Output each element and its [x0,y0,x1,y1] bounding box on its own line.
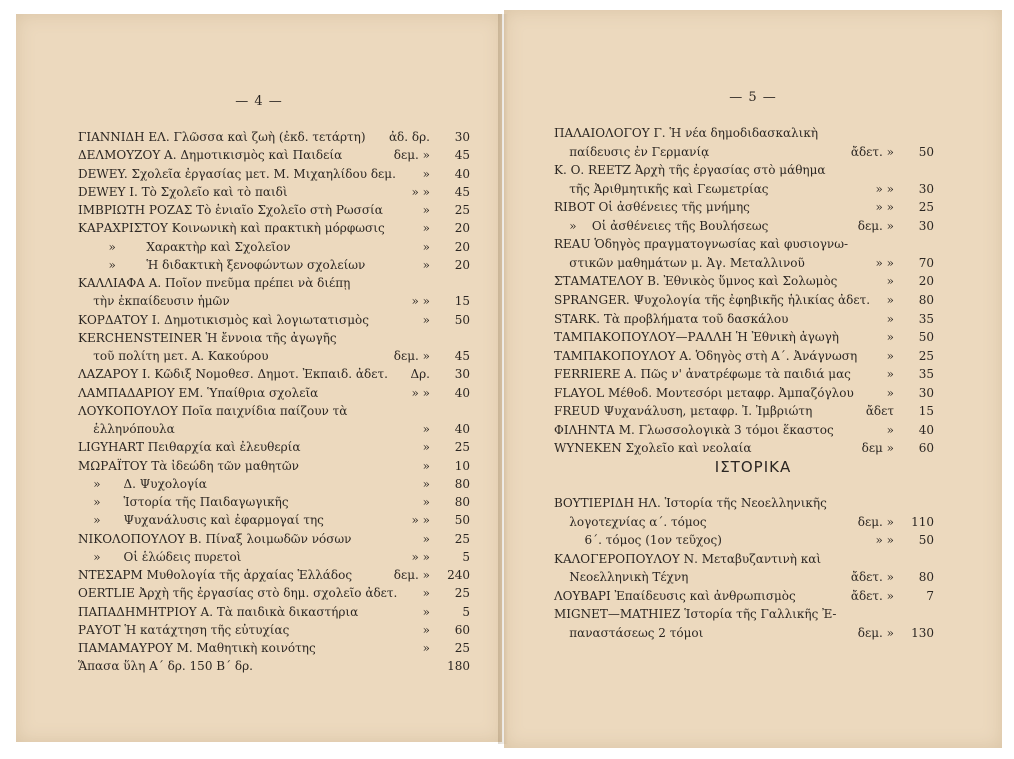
entry-price: 50 [918,144,934,159]
entry-binding-note: » [422,221,430,236]
catalog-entry [554,550,934,568]
catalog-entry [554,365,934,383]
entry-price: 40 [454,422,470,436]
entry-text: WYNEKEN Σχολεῖο καὶ νεολαία [554,441,752,456]
catalog-entry [554,402,934,420]
catalog-entry [554,513,934,531]
entry-price: 20 [918,274,934,289]
entry-binding-note: » [422,458,430,473]
entry-binding-note: ἀδ. δρ. [388,130,430,144]
entry-price: 50 [454,513,470,528]
catalog-entry [554,254,934,272]
entry-price: 70 [918,255,934,270]
catalog-entry [554,439,934,457]
catalog-entry [78,402,470,420]
entry-text: στικῶν μαθημάτων μ. Ἀγ. Μεταλλινοῦ [554,255,805,270]
entry-text: RIBOT Οἱ ἀσθένειες τῆς μνήμης [554,200,750,215]
entry-price: 30 [918,181,934,196]
entry-text: FREUD Ψυχανάλυση, μεταφρ. Ἰ. Ἰμβριώτη [554,404,813,419]
entry-binding-note: » [886,292,894,307]
entry-binding-note: » » [411,294,430,309]
entry-text: ΠΑΜΑΜΑΥΡΟΥ Μ. Μαθητικὴ κοινότης [78,641,316,655]
catalog-entry [78,420,470,438]
entry-text: ΝΙΚΟΛΟΠΟΥΛΟΥ Β. Πίναξ λοιμωδῶν νόσων [78,531,352,546]
entry-text: ΤΑΜΠΑΚΟΠΟΥΛΟΥ—ΡΑΛΛΗ Ἡ Ἐθνικὴ ἀγωγὴ [554,330,839,345]
entry-price: 50 [918,533,934,547]
entry-text: SPRANGER. Ψυχολογία τῆς ἐφηβικῆς ἡλικίας ἀδετ. [554,292,871,307]
entry-price: 240 [447,568,470,582]
entry-text: ΓΙΑΝΝΙΔΗ ΕΛ. Γλῶσσα καὶ ζωὴ (ἐκδ. τετάρτη) [78,130,366,144]
entry-price: 30 [454,130,470,144]
catalog-entry [78,128,470,146]
entry-price: 5 [462,604,470,619]
entry-text: STARK. Τὰ προβλήματα τοῦ δασκάλου [554,311,789,326]
entry-text: ΣΤΑΜΑΤΕΛΟΥ Β. Ἐθνικὸς ὕμνος καὶ Σολωμὸς [554,274,838,289]
catalog-entry [554,605,934,623]
catalog-entry [78,603,470,621]
entry-text: Ἅπασα ὕλη Α΄ δρ. 150 Β΄ δρ. [78,659,253,674]
entry-price: 50 [454,312,470,327]
entry-text: » Οἱ ἑλώδεις πυρετοὶ [78,549,242,564]
entry-text: Κ. Ο. REETZ Ἀρχὴ τῆς ἐργασίας στὸ μάθημα [554,163,826,178]
catalog-entry [554,531,934,549]
entry-price: 15 [918,404,934,419]
entry-binding-note: » » [875,255,894,270]
catalog-entry [78,584,470,602]
catalog-entry [78,457,470,475]
entry-binding-note: » [422,239,430,254]
entry-text: ΤΑΜΠΑΚΟΠΟΥΛΟΥ Α. Ὁδηγὸς στὴ Α΄. Ἀνάγνωση [554,348,858,363]
entry-text: ΠΑΛΑΙΟΛΟΓΟΥ Γ. Ἡ νέα δημοδιδασκαλικὴ [554,126,819,140]
catalog-entry [78,384,470,402]
entry-text: FERRIERE A. Πῶς ν' ἀνατρέφωμε τὰ παιδιά μας [554,367,851,382]
entry-price: 7 [926,588,934,603]
entry-price: 25 [454,531,470,546]
entry-text: » Ψυχανάλυσις καὶ ἐφαρμογαί της [78,513,324,528]
entry-text: ΛΑΜΠΑΔΑΡΙΟΥ ΕΜ. Ὑπαίθρια σχολεῖα [78,385,319,400]
entry-price: 5 [462,549,470,564]
entry-text: DEWEY I. Τὸ Σχολεῖο καὶ τὸ παιδὶ [78,184,288,199]
entry-binding-note: » [422,203,430,217]
catalog-entry [78,201,470,219]
entry-binding-note: ἄδετ. » [850,570,894,584]
entry-binding-note: δεμ. » [393,349,430,363]
entry-text: » Ἡ διδακτικὴ ξενοφώντων σχολείων [78,257,366,272]
entry-text: ΛΟΥΒΑΡΙ Ἐπαίδευσις καὶ ἀνθρωπισμὸς [554,588,796,603]
catalog-entry [554,328,934,346]
catalog-entry [78,311,470,329]
entry-text: 6΄. τόμος (1ον τεῦχος) [554,533,722,547]
entry-price: 20 [454,221,470,236]
catalog-entry [554,161,934,179]
entry-binding-note: δεμ. » [393,568,430,582]
entry-text: ΠΑΠΑΔΗΜΗΤΡΙΟΥ Α. Τὰ παιδικὰ δικαστήρια [78,604,359,619]
right-page [504,10,1002,748]
entry-binding-note: » [886,367,894,382]
entry-price: 40 [454,385,470,400]
catalog-entry [78,566,470,584]
page-number-right: — 5 — [729,90,777,105]
entry-binding-note: » [886,330,894,345]
entry-binding-note: δεμ » [861,441,894,456]
entry-text: LIGYHART Πειθαρχία καὶ ἐλευθερία [78,440,301,455]
entry-price: 30 [918,218,934,233]
entry-text: DEWEY. Σχολεῖα ἐργασίας μετ. Μ. Μιχαηλίδου δεμ. [78,166,396,181]
entry-text: Νεοελληνικὴ Τέχνη [554,570,689,584]
entry-price: 25 [454,440,470,455]
entry-binding-note: » [886,311,894,326]
catalog-entry [554,198,934,216]
catalog-entry [78,274,470,292]
catalog-entry [554,624,934,642]
entry-text: ΒΟΥΤΙΕΡΙΔΗ ΗΛ. Ἱστορία τῆς Νεοελληνικῆς [554,496,827,510]
entry-text: παίδευσις ἐν Γερμανίᾳ [554,144,710,159]
entry-price: 80 [454,495,470,509]
entry-price: 25 [454,586,470,601]
catalog-entry [78,365,470,383]
catalog-entry [554,180,934,198]
entry-binding-note: ἄδετ. » [850,588,894,603]
entry-text: » Δ. Ψυχολογία [78,476,207,491]
entry-text: παναστάσεως 2 τόμοι [554,625,704,640]
entry-binding-note: » [422,440,430,455]
entry-price: 25 [918,200,934,215]
catalog-entry [554,272,934,290]
entry-text: ἑλληνόπουλα [78,422,175,436]
entry-price: 15 [454,294,470,309]
entry-binding-note: » [422,422,430,436]
entry-binding-note: » [422,166,430,181]
entry-binding-note: δεμ. » [393,148,430,163]
entry-text: ΔΕΛΜΟΥΖΟΥ Α. Δημοτικισμὸς καὶ Παιδεία [78,148,343,163]
entry-binding-note: » [422,312,430,327]
entry-price: 25 [454,641,470,655]
entry-price: 25 [454,203,470,217]
entry-binding-note: » [886,385,894,400]
catalog-entry [78,347,470,365]
catalog-entry [78,329,470,347]
entry-price: 45 [454,349,470,363]
entry-price: 30 [918,385,934,400]
entry-price: 20 [454,239,470,254]
entry-text: τοῦ πολίτη μετ. Α. Κακούρου [78,349,269,363]
catalog-entry [78,183,470,201]
catalog-entry [78,621,470,639]
entry-binding-note: ἄδετ. » [850,144,894,159]
catalog-entry [554,310,934,328]
catalog-entry [78,256,470,274]
catalog-entry [554,143,934,161]
entry-text: λογοτεχνίας α΄. τόμος [554,514,707,529]
entry-text: » Ἱστορία τῆς Παιδαγωγικῆς [78,495,289,509]
section-heading-history: ΙΣΤΟΡΙΚΑ [714,458,792,476]
entry-text: ΙΜΒΡΙΩΤΗ ΡΟΖΑΣ Τὸ ἑνιαῖο Σχολεῖο στὴ Ρωσσία [78,203,383,217]
entry-price: 130 [911,625,934,640]
entry-text: ΡΑΥΟΤ Ἡ κατάχτηση τῆς εὐτυχίας [78,622,290,637]
entry-binding-note: » [422,495,430,509]
entry-binding-note: » [886,348,894,363]
page-fold [498,14,508,744]
entry-binding-note: » » [875,181,894,196]
entry-price: 80 [918,292,934,307]
entry-text: FLAYOL Μέθοδ. Μοντεσόρι μεταφρ. Ἀμπαζόγλου [554,385,854,400]
entry-price: 35 [918,367,934,382]
catalog-entry [78,219,470,237]
catalog-entry [554,494,934,512]
catalog-entry [554,421,934,439]
entry-binding-note: » » [411,385,430,400]
entry-text: τῆς Ἀριθμητικῆς καὶ Γεωμετρίας [554,181,769,196]
catalog-entry [78,548,470,566]
entry-text: ΛΟΥΚΟΠΟΥΛΟΥ Ποῖα παιχνίδια παίζουν τὰ [78,403,348,418]
entry-text: ΦΙΛΗΝΤΑ Μ. Γλωσσολογικὰ 3 τόμοι ἕκαστος [554,422,834,437]
entry-binding-note: δεμ. » [857,514,894,529]
entry-text: REAU Ὁδηγὸς πραγματογνωσίας καὶ φυσιογνω- [554,237,849,252]
catalog-entry [78,530,470,548]
entry-binding-note: » [422,257,430,272]
entry-binding-note: » [886,422,894,437]
catalog-entry [78,475,470,493]
entry-price: 45 [454,184,470,199]
catalog-entry [554,217,934,235]
entry-text: ΜΩΡΑΪΤΟΥ Τὰ ἰδεώδη τῶν μαθητῶν [78,458,299,473]
entry-text: ΚΑΛΛΙΑΦΑ Α. Ποῖον πνεῦμα πρέπει νὰ διέπῃ [78,276,351,290]
entry-binding-note: δεμ. » [857,218,894,233]
entry-text: ΚΟΡΔΑΤΟΥ Ι. Δημοτικισμὸς καὶ λογιωτατισμὸς [78,312,369,327]
catalog-entry [554,568,934,586]
entry-price: 60 [454,622,470,637]
entry-binding-note: ἄδετ [865,404,894,419]
entry-text: » Οἱ ἀσθένειες τῆς Βουλήσεως [554,218,769,233]
entry-price: 80 [918,570,934,584]
entry-price: 80 [454,476,470,491]
catalog-entry [554,587,934,605]
entry-text: MIGNET—MATHIEZ Ἱστορία τῆς Γαλλικῆς Ἐ- [554,607,837,621]
entry-price: 35 [918,311,934,326]
catalog-entry [78,511,470,529]
entry-price: 110 [911,514,934,529]
entry-price: 25 [918,348,934,363]
entry-binding-note: » [422,622,430,637]
entry-binding-note: » » [411,549,430,564]
entry-binding-note: » » [411,184,430,199]
catalog-entry [554,124,934,142]
entry-text: ΛΑΖΑΡΟΥ Ι. Κῶδιξ Νομοθεσ. Δημοτ. Ἐκπαιδ. ἀδετ. [78,367,388,382]
entry-text: τὴν ἐκπαίδευσιν ἡμῶν [78,294,230,309]
entry-price: 45 [454,148,470,163]
entry-price: 60 [918,441,934,456]
entry-text: OERTLIE Ἀρχὴ τῆς ἐργασίας στὸ δημ. σχολεῖο ἀδετ. [78,586,398,601]
entry-binding-note: » [422,586,430,601]
catalog-entry [78,657,470,675]
entry-text: » Χαρακτὴρ καὶ Σχολεῖον [78,239,291,254]
catalog-entry [78,146,470,164]
catalog-entry [554,347,934,365]
entry-text: ΝΤΕΣΑΡΜ Μυθολογία τῆς ἀρχαίας Ἑλλάδος [78,568,353,582]
entry-binding-note: » [422,531,430,546]
entry-price: 180 [447,659,470,674]
page-number-left: — 4 — [235,94,283,109]
entry-binding-note: » [422,641,430,655]
entry-text: ΚΑΛΟΓΕΡΟΠΟΥΛΟΥ Ν. Μεταβυζαντινὴ καὶ [554,551,822,566]
catalog-entry [78,438,470,456]
entry-binding-note: Δρ. [410,367,430,382]
catalog-entry [554,384,934,402]
entry-binding-note: » [886,274,894,289]
catalog-entry [78,238,470,256]
entry-price: 30 [454,367,470,382]
entry-price: 50 [918,330,934,345]
catalog-entry [78,292,470,310]
entry-binding-note: » » [875,200,894,215]
entry-price: 10 [454,458,470,473]
catalog-entry [554,235,934,253]
entry-binding-note: » [422,476,430,491]
catalog-entry [78,165,470,183]
entry-binding-note: » » [875,533,894,547]
entry-text: KERCHENSTEINER Ἡ ἔννοια τῆς ἀγωγῆς [78,330,337,345]
entry-price: 20 [454,257,470,272]
catalog-entry [554,291,934,309]
entry-binding-note: δεμ. » [857,625,894,640]
entry-text: ΚΑΡΑΧΡΙΣΤΟΥ Κοινωνικὴ καὶ πρακτικὴ μόρφωσις [78,221,385,236]
entry-price: 40 [454,166,470,181]
catalog-entry [78,493,470,511]
entry-binding-note: » [422,604,430,619]
left-page [16,14,502,742]
entry-price: 40 [918,422,934,437]
catalog-entry [78,639,470,657]
entry-binding-note: » » [411,513,430,528]
